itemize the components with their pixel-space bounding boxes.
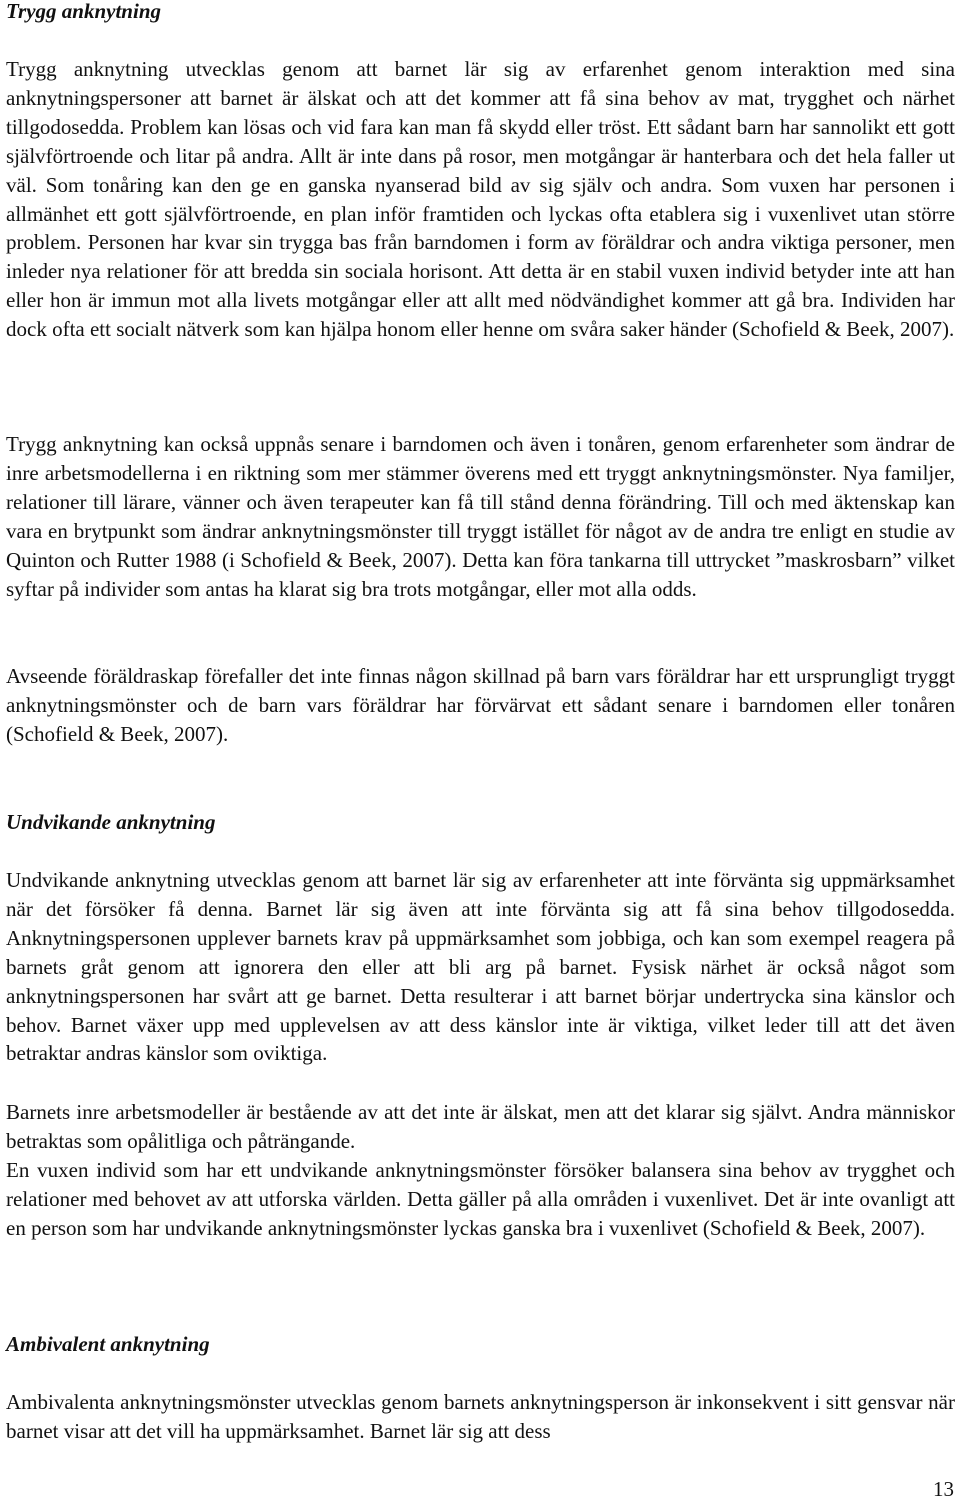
paragraph-undvikande-2: Barnets inre arbetsmodeller är bestående av att det inte är älskat, men att det klarar sig självt. Andra människor betraktas som opålitliga och påträngande. (6, 1100, 955, 1153)
paragraph-ambivalent-1: Ambivalenta anknytningsmönster utvecklas genom barnets anknytningsperson är inkonsekvent i sitt gensvar när barnet visar att det vill ha uppmärksamhet. Barnet lär sig att dess (6, 1390, 955, 1443)
paragraph-trygg-3: Avseende föräldraskap förefaller det inte finnas någon skillnad på barn vars föräldrar har ett ursprungligt tryggt anknytningsmönster och de barn vars föräldrar har förvärvat ett sådant senare i barndomen eller tonåren (Schofield & Beek, 2007). (6, 664, 955, 746)
section-heading-undvikande: Undvikande anknytning (6, 810, 216, 834)
paragraph-trygg-2: Trygg anknytning kan också uppnås senare i barndomen och även i tonåren, genom erfarenheter som ändrar de inre arbetsmodellerna i en riktning som mer stämmer överens med ett tryggt anknytningsmönster. Nya familjer, relationer till lärare, vänner och även terapeuter kan få till stånd denna förändring. Till och med äktenskap kan vara en brytpunkt som ändrar anknytningsmönster till tryggt istället för något av de andra tre enligt en studie av Quinton och Rutter 1988 (i Schofield & Beek, 2007). Detta kan föra tankarna till uttrycket ”maskrosbarn” vilket syftar på individer som antas ha klarat sig bra trots motgångar, eller mot alla odds. (6, 432, 955, 601)
section-heading-trygg: Trygg anknytning (6, 0, 161, 23)
paragraph-trygg-1: Trygg anknytning utvecklas genom att barnet lär sig av erfarenhet genom interaktion med sina anknytningspersoner att barnet är älskat och att det kommer att få sina behov av mat, trygghet och närhet tillgodosedda. Problem kan lösas och vid fara kan man få skydd eller tröst. Ett sådant barn har sannolikt ett gott självförtroende och litar på andra. Allt är inte dans på rosor, men motgångar är hanterbara och det hela faller ut väl. Som tonåring kan den ge en ganska nyanserad bild av sig själv och andra. Som vuxen har personen i allmänhet ett gott självförtroende, en plan inför framtiden och lyckas ofta etablera sig i vuxenlivet utan större problem. Personen har kvar sin trygga bas från barndomen i form av föräldrar och andra viktiga personer, men inleder nya relationer för att bredda sin sociala horisont. Att detta är en stabil vuxen individ betyder inte att han eller hon är immun mot alla livets motgångar eller att allt med nödvändighet kommer att gå bra. Individen har dock ofta ett socialt nätverk som kan hjälpa honom eller henne om svåra saker händer (Schofield & Beek, 2007). (6, 57, 955, 342)
paragraph-undvikande-1: Undvikande anknytning utvecklas genom att barnet lär sig av erfarenheter att inte förvänta sig uppmärksamhet när det försöker få denna. Barnet lär sig även att inte förvänta sig att få sina behov tillgodosedda. Anknytningspersonen upplever barnets krav på uppmärksamhet som jobbiga, och kan som exempel reagera på barnets gråt genom att ignorera den eller att bli arg på barnet. Fysisk närhet är också något som anknytningspersonen har svårt att ge barnet. Detta resulterar i att barnet börjar undertrycka sina känslor och behov. Barnet växer upp med upplevelsen av att dess känslor inte är viktiga, vilket leder till att det även betraktar andras känslor som oviktiga. (6, 868, 955, 1066)
page-number: 13 (933, 1477, 954, 1501)
section-heading-ambivalent: Ambivalent anknytning (6, 1332, 210, 1356)
paragraph-undvikande-3: En vuxen individ som har ett undvikande anknytningsmönster försöker balansera sina behov av trygghet och relationer med behovet av att utforska världen. Detta gäller på alla områden i vuxenlivet. Det är inte ovanligt att en person som har undvikande anknytningsmönster lyckas ganska bra i vuxenlivet (Schofield & Beek, 2007). (6, 1158, 955, 1240)
